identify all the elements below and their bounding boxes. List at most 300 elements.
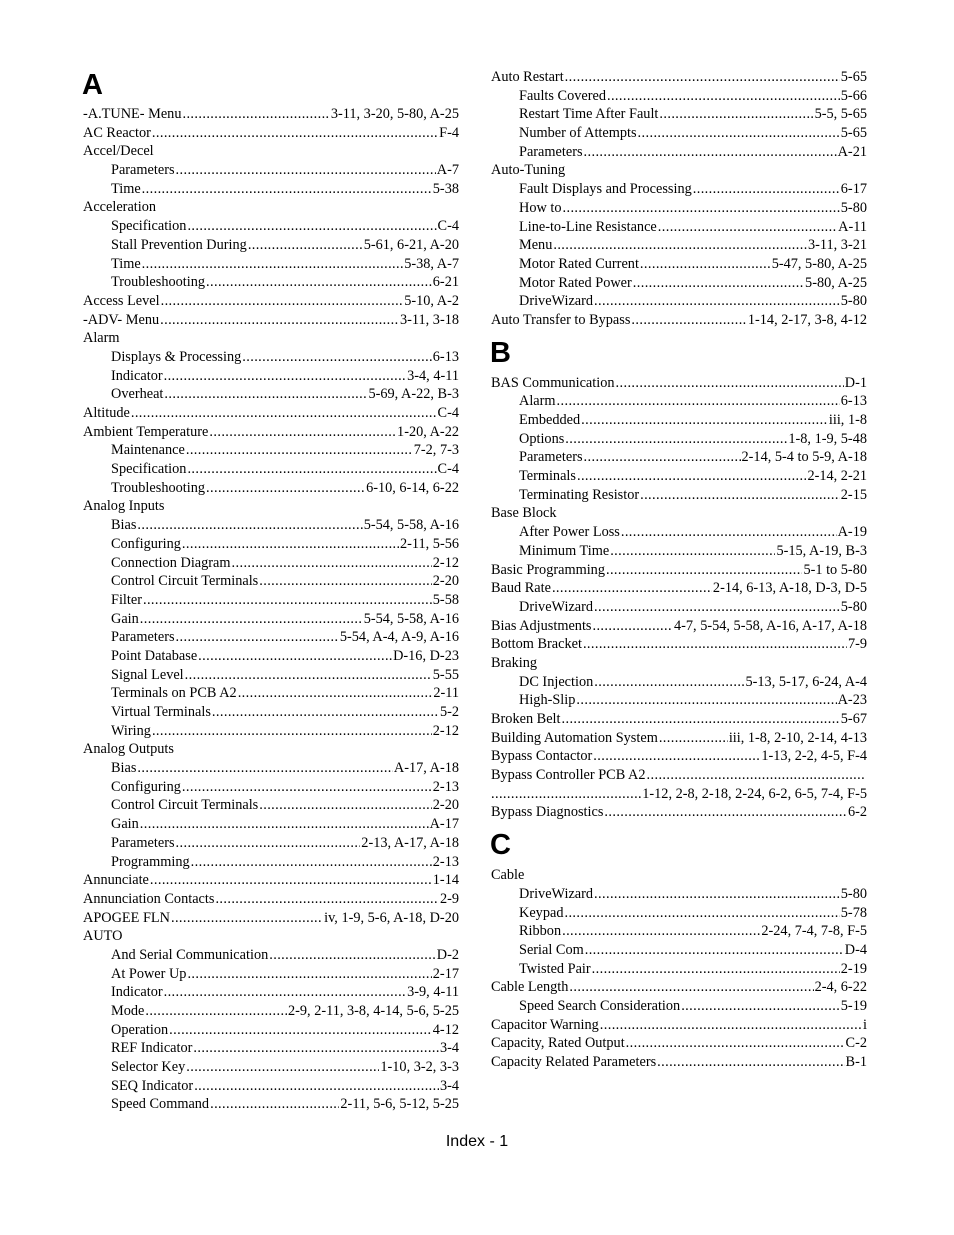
page-reference: 5-2 — [439, 704, 459, 720]
dot-leader — [553, 236, 807, 255]
index-term: Analog Outputs — [83, 741, 174, 758]
page-reference: 2-20 — [432, 797, 459, 814]
dot-leader — [562, 710, 840, 729]
page-reference: 5-54, 5-58, A-16 — [363, 610, 459, 627]
page-reference: 5-10, A-2 — [404, 292, 459, 309]
page-reference: 1-14 — [432, 872, 459, 889]
dot-leader — [140, 815, 429, 834]
index-term: Options — [519, 430, 565, 447]
page-reference: 4-12 — [432, 1021, 459, 1038]
index-entry — [83, 124, 459, 143]
index-subentry — [83, 441, 459, 460]
index-term: Keypad — [519, 904, 564, 921]
dot-leader — [552, 579, 712, 598]
index-subentry — [83, 628, 459, 647]
index-term: Time — [111, 255, 141, 272]
dot-leader — [212, 703, 439, 722]
dot-leader — [232, 554, 432, 573]
index-term: Control Circuit Terminals — [111, 797, 259, 814]
index-term: Auto Restart — [491, 69, 564, 85]
index-term: Capacitor Warning — [491, 1016, 599, 1033]
dot-leader — [187, 460, 436, 479]
index-entry — [491, 866, 867, 885]
index-term: Terminals on PCB A2 — [111, 685, 237, 702]
index-term: Auto-Tuning — [491, 162, 566, 179]
dot-leader — [562, 922, 760, 941]
index-term: Displays & Processing — [111, 348, 242, 365]
page-reference: 2-13, A-17, A-18 — [361, 834, 459, 851]
index-term: Bypass Contactor — [491, 748, 593, 765]
page-reference: 5-19 — [840, 997, 867, 1014]
index-subentry — [491, 255, 867, 274]
index-entry — [83, 871, 459, 890]
index-entry — [83, 497, 459, 516]
index-subentry — [491, 467, 867, 486]
index-entry — [491, 766, 867, 785]
page-reference: 2-4, 6-22 — [814, 979, 867, 996]
index-term: And Serial Communication — [111, 946, 269, 963]
index-entry — [83, 311, 459, 330]
dot-leader — [563, 199, 840, 218]
dot-leader — [187, 965, 431, 984]
index-term: Gain — [111, 816, 139, 833]
index-term: Analog Inputs — [83, 498, 165, 515]
index-subentry — [83, 983, 459, 1002]
dot-leader — [638, 124, 840, 143]
index-subentry — [83, 853, 459, 872]
dot-leader — [577, 467, 806, 486]
dot-leader — [557, 392, 840, 411]
dot-leader — [259, 796, 432, 815]
dot-leader — [171, 909, 323, 928]
index-term: Acceleration — [83, 199, 157, 216]
index-subentry — [491, 430, 867, 449]
page-reference: A-21 — [837, 143, 867, 160]
index-term: High-Slip — [519, 692, 576, 709]
index-term: DriveWizard — [519, 293, 594, 310]
index-term: SEQ Indicator — [111, 1077, 194, 1094]
index-term: Menu — [519, 237, 553, 254]
page-reference: 2-9, 2-11, 3-8, 4-14, 5-6, 5-25 — [287, 1003, 459, 1019]
index-term: Terminals — [519, 468, 576, 485]
index-term: Selector Key — [111, 1059, 186, 1076]
page-reference: C-4 — [437, 218, 459, 235]
page-reference: 5-1 to 5-80 — [803, 561, 867, 578]
page-reference: 2-9 — [439, 890, 459, 907]
index-term: Capacity Related Parameters — [491, 1054, 657, 1070]
page-reference: 2-11, 5-56 — [399, 535, 459, 552]
index-entry — [83, 927, 459, 946]
index-entry — [491, 617, 867, 636]
dot-leader — [576, 691, 836, 710]
page-reference: 5-65 — [840, 69, 867, 85]
page-reference: 5-65 — [840, 125, 867, 142]
index-term: Restart Time After Fault — [519, 106, 659, 123]
page-reference: 2-14, 6-13, A-18, D-3, D-5 — [712, 580, 867, 597]
index-entry — [83, 142, 459, 161]
dot-leader — [176, 834, 361, 853]
index-term: Programming — [111, 853, 190, 870]
index-subentry — [83, 348, 459, 367]
index-term: Minimum Time — [519, 542, 610, 559]
index-subentry — [83, 778, 459, 797]
page-reference: 5-61, 6-21, A-20 — [363, 236, 459, 253]
page-reference: D-4 — [844, 941, 867, 958]
index-term: AC Reactor — [83, 124, 151, 141]
page-reference: 3-4 — [439, 1040, 459, 1057]
dot-leader — [565, 68, 840, 87]
index-term: Configuring — [111, 778, 181, 795]
index-subentry — [83, 796, 459, 815]
index-subentry — [491, 274, 867, 293]
page-reference: 1-13, 2-2, 4-5, F-4 — [761, 748, 867, 765]
page-reference: 2-11, 5-6, 5-12, 5-25 — [340, 1096, 459, 1113]
index-subentry — [491, 199, 867, 218]
page-reference: 3-11, 3-21 — [807, 237, 867, 254]
index-term: Altitude — [83, 405, 130, 421]
index-term: APOGEE FLN — [83, 909, 170, 926]
page-reference: 2-17 — [432, 965, 459, 982]
page-reference: 2-14, 2-21 — [807, 468, 867, 485]
dot-leader — [581, 411, 828, 430]
dot-leader — [187, 217, 436, 236]
dot-leader — [169, 1021, 432, 1040]
index-term: Mode — [111, 1003, 145, 1019]
index-term: Embedded — [519, 412, 581, 428]
index-term: Bypass Controller PCB A2 — [491, 767, 646, 784]
page-reference: 2-15 — [840, 486, 867, 503]
index-term: Indicator — [111, 367, 163, 384]
index-subentry — [83, 217, 459, 236]
page-reference: C-4 — [437, 461, 459, 478]
index-term: REF Indicator — [111, 1040, 193, 1057]
dot-leader — [186, 1058, 379, 1077]
index-subentry — [83, 722, 459, 741]
index-term: Virtual Terminals — [111, 704, 211, 720]
index-subentry — [83, 703, 459, 722]
index-term: Parameters — [111, 162, 175, 179]
index-term: Cable Length — [491, 979, 569, 996]
index-term: Parameters — [111, 834, 175, 851]
dot-leader — [143, 591, 432, 610]
dot-leader — [594, 673, 744, 692]
page-reference: 5-5, 5-65 — [814, 106, 867, 123]
index-subentry — [83, 1095, 459, 1114]
index-term: Parameters — [519, 143, 583, 160]
index-term: Bottom Bracket — [491, 636, 582, 653]
dot-leader — [152, 124, 438, 143]
page-reference: 1-8, 1-9, 5-48 — [788, 430, 867, 447]
dot-leader — [640, 486, 840, 505]
dot-leader — [585, 941, 844, 960]
index-entry — [83, 198, 459, 217]
dot-leader — [610, 542, 775, 561]
index-subentry — [83, 460, 459, 479]
index-term: Baud Rate — [491, 580, 551, 597]
index-subentry — [83, 647, 459, 666]
page-reference: 5-38 — [432, 180, 459, 197]
dot-leader — [176, 628, 339, 647]
index-subentry — [83, 516, 459, 535]
index-term: Line-to-Line Resistance — [519, 218, 657, 235]
index-entry — [491, 161, 867, 180]
dot-leader — [193, 1039, 439, 1058]
dot-leader — [206, 479, 365, 498]
page-reference: 6-13 — [432, 348, 459, 365]
index-term: Parameters — [111, 629, 175, 646]
dot-leader — [164, 367, 407, 386]
index-subentry — [491, 87, 867, 106]
dot-leader — [248, 236, 363, 255]
dot-leader — [658, 218, 837, 237]
index-entry — [491, 729, 867, 748]
page-reference: iii, 1-8, 2-10, 2-14, 4-13 — [728, 729, 867, 746]
dot-leader — [161, 292, 404, 311]
index-entry — [491, 710, 867, 729]
index-subentry — [83, 572, 459, 591]
page-reference: 6-21 — [432, 274, 459, 291]
index-subentry — [83, 180, 459, 199]
index-term: Cable — [491, 867, 525, 884]
page-reference: F-4 — [439, 124, 459, 141]
index-term: Bias — [111, 517, 137, 534]
index-subentry — [83, 273, 459, 292]
page-reference: 3-9, 4-11 — [407, 984, 459, 1001]
index-entry — [491, 311, 867, 330]
dot-leader — [182, 535, 399, 554]
index-term: Stall Prevention During — [111, 236, 247, 253]
index-subentry — [491, 542, 867, 561]
index-subentry — [491, 691, 867, 710]
index-term: -ADV- Menu — [83, 311, 160, 328]
index-term: How to — [519, 199, 562, 216]
dot-leader — [583, 635, 847, 654]
index-subentry — [491, 218, 867, 237]
index-term: AUTO — [83, 928, 123, 945]
dot-leader — [176, 161, 436, 180]
page-reference: A-17, A-18 — [393, 760, 459, 777]
index-term: Operation — [111, 1021, 169, 1038]
index-term: Specification — [111, 461, 187, 478]
index-subentry — [83, 815, 459, 834]
index-term: At Power Up — [111, 965, 187, 982]
page-reference: iii, 1-8 — [828, 412, 867, 428]
page-reference: 5-80 — [840, 293, 867, 310]
dot-leader — [145, 1002, 287, 1021]
index-term: Point Database — [111, 647, 198, 664]
index-subentry — [83, 666, 459, 685]
page-reference: 7-2, 7-3 — [413, 442, 459, 459]
dot-leader — [164, 983, 407, 1002]
index-subentry — [83, 535, 459, 554]
page-reference: 3-11, 3-20, 5-80, A-25 — [330, 106, 459, 122]
index-entry — [83, 890, 459, 909]
dot-leader — [140, 610, 363, 629]
index-subentry — [491, 941, 867, 960]
index-entry — [83, 105, 459, 124]
index-term: Serial Com — [519, 941, 584, 958]
dot-leader — [592, 617, 673, 636]
index-entry — [491, 374, 867, 393]
index-term: Terminating Resistor — [519, 486, 640, 503]
index-subentry — [491, 885, 867, 904]
index-term: Base Block — [491, 505, 557, 522]
index-column-left — [83, 68, 459, 1114]
index-subentry — [83, 367, 459, 386]
index-term: Basic Programming — [491, 561, 605, 578]
index-subentry — [491, 922, 867, 941]
dot-leader — [194, 1077, 439, 1096]
dot-leader — [569, 978, 813, 997]
index-term: DriveWizard — [519, 885, 594, 902]
index-entry — [83, 909, 459, 928]
dot-leader — [594, 598, 840, 617]
dot-leader — [565, 430, 787, 449]
page-reference: 1-20, A-22 — [397, 423, 459, 440]
index-term: Twisted Pair — [519, 960, 591, 977]
index-term: Time — [111, 180, 141, 197]
index-term: Bias — [111, 760, 137, 777]
index-term: Control Circuit Terminals — [111, 573, 259, 590]
section-letter-b: B — [490, 336, 511, 369]
page-reference: 5-13, 5-17, 6-24, A-4 — [745, 673, 867, 690]
index-entry — [491, 785, 867, 804]
page-reference: 3-4, 4-11 — [407, 367, 459, 384]
index-term: Annunciate — [83, 872, 149, 889]
index-entry — [491, 504, 867, 523]
page-reference: 2-12 — [432, 554, 459, 571]
page-reference: 7-9 — [847, 636, 867, 653]
dot-leader — [164, 385, 367, 404]
index-term: Configuring — [111, 535, 181, 552]
index-term: Troubleshooting — [111, 274, 206, 291]
index-subentry — [83, 1021, 459, 1040]
page-reference: 2-19 — [840, 960, 867, 977]
index-term: Ambient Temperature — [83, 423, 209, 440]
index-term: After Power Loss — [519, 524, 620, 541]
dot-leader — [238, 684, 433, 703]
dot-leader — [693, 180, 840, 199]
dot-leader — [584, 448, 741, 467]
index-term: Overheat — [111, 386, 164, 403]
page-footer: Index - 1 — [445, 1133, 509, 1150]
index-entry — [491, 68, 867, 87]
page-reference: 2-13 — [432, 778, 459, 795]
dot-leader — [137, 516, 362, 535]
index-entry — [83, 740, 459, 759]
page-reference: 2-20 — [432, 573, 459, 590]
index-subentry — [83, 610, 459, 629]
index-subentry — [491, 448, 867, 467]
dot-leader — [259, 572, 432, 591]
index-subentry — [491, 486, 867, 505]
index-term: Auto Transfer to Bypass — [491, 311, 631, 328]
dot-leader — [564, 904, 839, 923]
page-reference: D-2 — [436, 946, 459, 963]
dot-leader — [681, 997, 840, 1016]
dot-leader — [152, 722, 432, 741]
dot-leader — [633, 274, 804, 293]
page-reference: 6-13 — [840, 393, 867, 410]
page-reference: 5-54, A-4, A-9, A-16 — [339, 629, 459, 646]
index-term: Wiring — [111, 722, 151, 739]
page-reference: 4-7, 5-54, 5-58, A-16, A-17, A-18 — [674, 617, 867, 634]
page-reference: 2-12 — [432, 722, 459, 739]
page-reference: 3-4 — [439, 1077, 459, 1094]
index-entry — [491, 1016, 867, 1035]
page-reference: 2-24, 7-4, 7-8, F-5 — [761, 923, 867, 940]
page-reference: C-2 — [845, 1035, 867, 1052]
index-entry — [491, 747, 867, 766]
index-term: Fault Displays and Processing — [519, 181, 692, 198]
index-subentry — [83, 1077, 459, 1096]
index-term: DC Injection — [519, 673, 594, 690]
dot-leader — [593, 747, 760, 766]
index-column-right — [491, 68, 867, 1072]
index-term: Maintenance — [111, 442, 185, 459]
index-subentry — [83, 834, 459, 853]
page-reference: 6-17 — [840, 181, 867, 198]
index-subentry — [83, 1058, 459, 1077]
dot-leader — [137, 759, 392, 778]
dot-leader — [182, 778, 432, 797]
page-reference: 5-15, A-19, B-3 — [776, 542, 867, 559]
page-reference: A-23 — [837, 692, 867, 709]
index-term: Alarm — [519, 393, 556, 410]
page-reference: A-19 — [837, 524, 867, 541]
page-reference: 5-66 — [840, 87, 867, 104]
index-term: Speed Command — [111, 1096, 210, 1113]
page-reference: A-11 — [838, 218, 867, 235]
page-reference: i — [863, 1016, 867, 1033]
dot-leader — [142, 180, 432, 199]
page-reference: B-1 — [845, 1054, 867, 1070]
page-reference: 5-54, 5-58, A-16 — [363, 517, 459, 534]
dot-leader — [206, 273, 432, 292]
index-term: Motor Rated Current — [519, 255, 639, 272]
dot-leader — [606, 561, 802, 580]
dot-leader — [160, 311, 399, 330]
index-entry — [491, 561, 867, 580]
index-term: Specification — [111, 218, 187, 235]
page-reference: iv, 1-9, 5-6, A-18, D-20 — [324, 909, 459, 926]
index-subentry — [491, 960, 867, 979]
index-term: Accel/Decel — [83, 143, 154, 160]
page-reference: 6-2 — [847, 804, 867, 821]
index-subentry — [83, 684, 459, 703]
index-entry — [491, 978, 867, 997]
index-term: Gain — [111, 610, 139, 627]
dot-leader — [584, 143, 837, 162]
dot-leader — [647, 766, 866, 785]
dot-leader — [592, 960, 840, 979]
page-reference: 5-38, A-7 — [404, 255, 459, 272]
index-subentry — [491, 236, 867, 255]
dot-leader — [659, 105, 813, 124]
index-subentry — [491, 523, 867, 542]
index-term: BAS Communication — [491, 374, 615, 391]
page-reference: 5-80 — [840, 199, 867, 216]
page-reference: 5-69, A-22, B-3 — [368, 386, 459, 403]
index-subentry — [83, 479, 459, 498]
index-entry — [83, 329, 459, 348]
page-reference: 1-14, 2-17, 3-8, 4-12 — [747, 311, 867, 328]
index-entry — [83, 292, 459, 311]
page-reference: D-16, D-23 — [393, 647, 459, 664]
index-term: -A.TUNE- Menu — [83, 106, 182, 122]
page-reference: 2-11 — [433, 685, 459, 702]
index-term: Filter — [111, 591, 142, 608]
